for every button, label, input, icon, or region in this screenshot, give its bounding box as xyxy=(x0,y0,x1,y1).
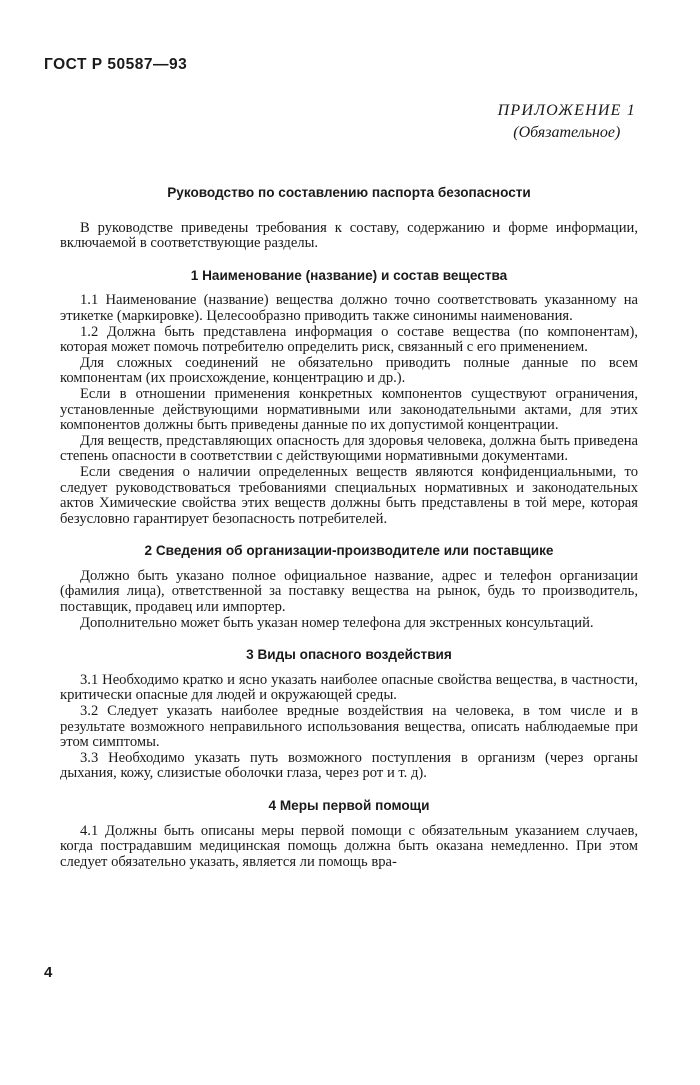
paragraph: 3.1 Необходимо кратко и ясно указать наиболее опасные свойства вещества, в частности, критически опасные для людей и окружающей среды. xyxy=(60,671,638,704)
section-4 xyxy=(60,798,638,870)
paragraph: Если сведения о наличии определенных веществ являются конфиденциальными, то следует руководствоваться требованиями специальных нормативных и законодательных актов Химические свойства этих веществ должны быть представлены в той мере, которая безусловно гарантирует безопасность потребителей. xyxy=(60,463,638,527)
paragraph: Для веществ, представляющих опасность для здоровья человека, должна быть приведена степень опасности в соответствии с действующими нормативными документами. xyxy=(60,432,638,465)
section-2 xyxy=(60,543,638,631)
main-title: Руководство по составлению паспорта безопасности xyxy=(167,185,531,200)
paragraph: 1.1 Наименование (название) вещества должно точно соответствовать указанному на этикетке (маркировке). Целесообразно приводить также синонимы наименования. xyxy=(60,292,638,324)
paragraph: Должно быть указано полное официальное название, адрес и телефон организации (фамилия лица), ответственной за поставку вещества на рынок, будь то производитель, поставщик, продавец или импортер. xyxy=(60,567,638,616)
section-heading: 1 Наименование (название) и состав вещества xyxy=(190,267,508,283)
document-body xyxy=(60,185,638,886)
intro-paragraph: В руководстве приведены требования к составу, содержанию и форме информации, включаемой в соответствующие разделы. xyxy=(60,219,638,252)
paragraph: Для сложных соединений не обязательно приводить полные данные по всем компонентам (их происхождение, концентрацию и др.). xyxy=(60,354,638,387)
intro-section xyxy=(60,221,638,252)
section-heading: 3 Виды опасного воздействия xyxy=(246,647,452,663)
appendix-title: ПРИЛОЖЕНИЕ 1 xyxy=(497,102,636,119)
paragraph: Дополнительно может быть указан номер телефона для экстренных консультаций. xyxy=(80,614,594,631)
standard-header: ГОСТ Р 50587—93 xyxy=(44,56,188,73)
appendix-block xyxy=(498,100,636,144)
section-heading: 2 Сведения об организации-производителе или поставщике xyxy=(144,543,554,559)
section-3 xyxy=(60,647,638,782)
section-1 xyxy=(60,268,638,528)
paragraph: Если в отношении применения конкретных компонентов существуют ограничения, установленные действующими нормативными или законодательными актами, для этих компонентов должны быть приведены данные по их допустимой концентрации. xyxy=(60,385,638,434)
page-number: 4 xyxy=(44,964,53,981)
paragraph: 1.2 Должна быть представлена информация о составе вещества (по компонентам), которая может помочь потребителю определить риск, связанный с его применением. xyxy=(60,323,638,356)
appendix-note: (Обязательное) xyxy=(513,124,621,141)
section-heading: 4 Меры первой помощи xyxy=(268,798,430,813)
paragraph: 3.3 Необходимо указать путь возможного поступления в организм (через органы дыхания, кожу, слизистые оболочки глаза, через рот и т. д). xyxy=(60,749,638,782)
paragraph: 3.2 Следует указать наиболее вредные воздействия на человека, в том числе и в результате возможного неправильного использования вещества, описать наблюдаемые при этом симптомы. xyxy=(60,703,638,751)
paragraph: 4.1 Должны быть описаны меры первой помощи с обязательным указанием случаев, когда пострадавшим медицинская помощь должна быть оказана немедленно. При этом следует обязательно указать, является ли помощь вра- xyxy=(60,822,638,870)
